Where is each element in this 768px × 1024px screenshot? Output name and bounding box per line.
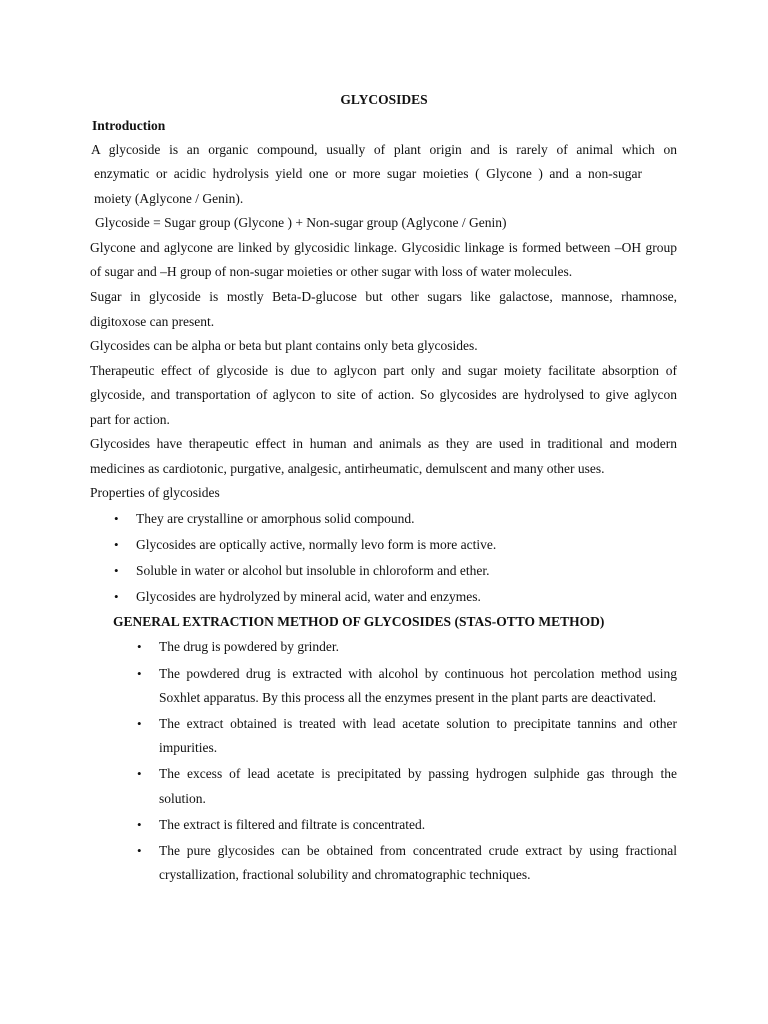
extraction-heading: GENERAL EXTRACTION METHOD OF GLYCOSIDES (STAS-OTTO METHOD)	[113, 614, 605, 629]
intro-line: of sugar and –H group of non-sugar moieties or other sugar with loss of water molecules.	[90, 264, 573, 279]
formula-line: Glycoside = Sugar group (Glycone ) + Non-sugar group (Aglycone / Genin)	[95, 215, 507, 230]
intro-line: Therapeutic effect of glycoside is due to aglycon part only and sugar moiety facilitate absorption of	[90, 363, 677, 378]
bullet-icon: •	[137, 716, 142, 731]
extraction-step-continuation: crystallization, fractional solubility and chromatographic techniques.	[159, 867, 531, 882]
bullet-icon: •	[137, 766, 142, 781]
property-item: Soluble in water or alcohol but insoluble in chloroform and ether.	[136, 563, 490, 578]
intro-line: enzymatic or acidic hydrolysis yield one or more sugar moieties ( Glycone ) and a non-sugar	[94, 166, 642, 181]
introduction-heading: Introduction	[92, 118, 166, 133]
extraction-step-continuation: impurities.	[159, 740, 218, 755]
intro-line: A glycoside is an organic compound, usually of plant origin and is rarely of animal which on	[91, 142, 677, 157]
extraction-step-continuation: solution.	[159, 791, 206, 806]
extraction-step: The excess of lead acetate is precipitated by passing hydrogen sulphide gas through the	[159, 766, 677, 781]
property-item: They are crystalline or amorphous solid compound.	[136, 511, 415, 526]
intro-line: moiety (Aglycone / Genin).	[94, 191, 244, 206]
bullet-icon: •	[137, 817, 142, 832]
property-item: Glycosides are hydrolyzed by mineral acid, water and enzymes.	[136, 589, 481, 604]
extraction-step: The powdered drug is extracted with alcohol by continuous hot percolation method using	[159, 666, 677, 681]
extraction-step-continuation: Soxhlet apparatus. By this process all the enzymes present in the plant parts are deactivated.	[159, 690, 657, 705]
intro-line: Sugar in glycoside is mostly Beta-D-glucose but other sugars like galactose, mannose, rhamnose,	[90, 289, 677, 304]
bullet-icon: •	[114, 589, 119, 604]
intro-line: Glycosides have therapeutic effect in human and animals as they are used in traditional and modern	[90, 436, 677, 451]
bullet-icon: •	[137, 666, 142, 681]
extraction-step: The pure glycosides can be obtained from concentrated crude extract by using fractional	[159, 843, 677, 858]
intro-line: part for action.	[90, 412, 170, 427]
bullet-icon: •	[137, 843, 142, 858]
intro-line: Glycone and aglycone are linked by glycosidic linkage. Glycosidic linkage is formed between –OH group	[90, 240, 677, 255]
extraction-step: The extract obtained is treated with lead acetate solution to precipitate tannins and other	[159, 716, 677, 731]
intro-line: medicines as cardiotonic, purgative, analgesic, antirheumatic, demulscent and many other uses.	[90, 461, 605, 476]
extraction-step: The drug is powdered by grinder.	[159, 639, 339, 654]
intro-line: glycoside, and transportation of aglycon to site of action. So glycosides are hydrolysed to give aglycon	[90, 387, 677, 402]
page-title: GLYCOSIDES	[340, 92, 428, 107]
properties-heading: Properties of glycosides	[90, 485, 220, 500]
intro-line: Glycosides can be alpha or beta but plant contains only beta glycosides.	[90, 338, 478, 353]
extraction-step: The extract is filtered and filtrate is concentrated.	[159, 817, 426, 832]
property-item: Glycosides are optically active, normally levo form is more active.	[136, 537, 497, 552]
bullet-icon: •	[114, 511, 119, 526]
bullet-icon: •	[114, 563, 119, 578]
bullet-icon: •	[114, 537, 119, 552]
intro-line: digitoxose can present.	[90, 314, 215, 329]
bullet-icon: •	[137, 639, 142, 654]
